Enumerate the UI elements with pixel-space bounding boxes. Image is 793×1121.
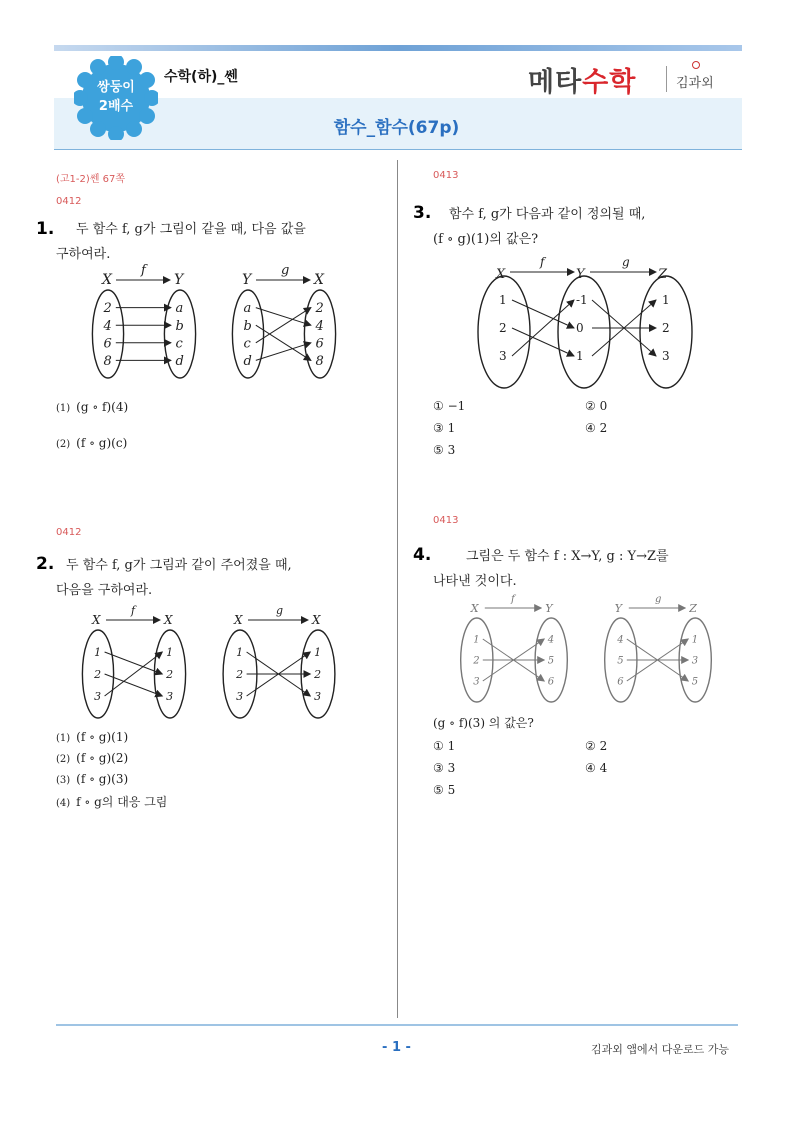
svg-text:8: 8 — [103, 353, 112, 369]
footer-line — [56, 1024, 738, 1026]
svg-text:X: X — [496, 267, 506, 282]
svg-text:Z: Z — [658, 267, 668, 282]
svg-text:Y: Y — [174, 272, 184, 288]
footer-note: 김과외 앱에서 다운로드 가능 — [590, 1043, 729, 1056]
svg-text:X: X — [314, 272, 324, 288]
svg-text:d: d — [175, 353, 184, 369]
svg-text:1: 1 — [576, 349, 584, 363]
q2-sub1: (1) (f ∘ g)(1) — [56, 730, 129, 744]
svg-text:5: 5 — [547, 655, 555, 667]
svg-text:6: 6 — [103, 336, 112, 352]
q4-option-2: ② 2 — [585, 739, 608, 753]
svg-text:X: X — [234, 613, 243, 627]
chapter-title: 함수_함수(67p) — [333, 118, 460, 138]
svg-text:Y: Y — [614, 602, 623, 615]
svg-text:3: 3 — [166, 689, 174, 703]
q4-text-line1: 그림은 두 함수 f : X→Y, g : Y→Z를 — [466, 549, 669, 564]
q3-number: 3. — [413, 203, 432, 223]
svg-text:1: 1 — [662, 293, 670, 307]
svg-text:2: 2 — [166, 667, 174, 681]
svg-text:X: X — [92, 613, 101, 627]
q4-question: (g ∘ f)(3) 의 값은? — [433, 716, 534, 730]
q3-text-line1: 함수 f, g가 다음과 같이 정의될 때, — [449, 207, 646, 222]
svg-text:g: g — [281, 263, 290, 278]
svg-text:2: 2 — [94, 667, 102, 681]
q3-diagram — [474, 256, 698, 388]
svg-text:4: 4 — [617, 634, 624, 646]
svg-text:3: 3 — [94, 689, 102, 703]
svg-text:d: d — [243, 353, 252, 369]
header-top-band — [54, 45, 742, 51]
svg-text:5: 5 — [617, 655, 624, 667]
svg-text:g: g — [655, 594, 662, 605]
svg-text:f: f — [141, 263, 146, 278]
q1-sub2: (2) (f ∘ g)(c) — [56, 436, 128, 450]
svg-text:0: 0 — [576, 321, 584, 335]
svg-text:6: 6 — [617, 676, 624, 688]
svg-text:X: X — [102, 272, 112, 288]
svg-text:Y: Y — [576, 267, 585, 282]
q4-option-5: ⑤ 5 — [433, 783, 456, 797]
svg-text:X: X — [164, 613, 173, 627]
svg-text:g: g — [276, 604, 284, 617]
svg-text:2: 2 — [314, 667, 322, 681]
q2-sub3: (3) (f ∘ g)(3) — [56, 772, 129, 786]
svg-text:c: c — [243, 336, 251, 352]
svg-text:3: 3 — [691, 655, 699, 667]
svg-text:4: 4 — [103, 318, 112, 334]
svg-text:a: a — [175, 301, 184, 317]
q4-number: 4. — [413, 545, 432, 565]
q4-code: 0413 — [433, 515, 459, 526]
svg-text:Y: Y — [545, 602, 553, 615]
svg-text:Y: Y — [242, 272, 252, 288]
svg-text:2: 2 — [662, 321, 670, 335]
q4-option-3: ③ 3 — [433, 761, 456, 775]
brand-divider — [666, 66, 667, 92]
svg-text:f: f — [131, 604, 136, 617]
svg-text:1: 1 — [314, 645, 322, 659]
q1-diagram-g — [224, 263, 344, 380]
q2-diagram-g — [214, 604, 344, 720]
q4-option-4: ④ 4 — [585, 761, 608, 775]
svg-text:2: 2 — [315, 301, 324, 317]
svg-text:6: 6 — [315, 336, 324, 352]
svg-text:4: 4 — [315, 318, 324, 334]
q3-option-4: ④ 2 — [585, 421, 608, 435]
svg-text:3: 3 — [662, 349, 670, 363]
svg-text:3: 3 — [314, 689, 322, 703]
column-divider — [397, 160, 398, 1018]
svg-text:1: 1 — [691, 634, 699, 646]
svg-text:f: f — [511, 594, 515, 605]
brand-person-icon — [692, 61, 700, 69]
q2-text-line1: 두 함수 f, g가 그림과 같이 주어졌을 때, — [66, 558, 292, 573]
svg-text:X: X — [312, 613, 321, 627]
svg-text:1: 1 — [94, 645, 102, 659]
svg-text:2: 2 — [103, 301, 112, 317]
q2-sub4: (4) f ∘ g의 대응 그림 — [56, 795, 168, 809]
subject-title: 수학(하)_쎈 — [164, 69, 238, 85]
svg-text:4: 4 — [547, 634, 555, 646]
svg-text:1: 1 — [236, 645, 244, 659]
q2-sub2: (2) (f ∘ g)(2) — [56, 751, 129, 765]
svg-text:3: 3 — [499, 349, 507, 363]
q1-number: 1. — [36, 219, 55, 239]
svg-text:1: 1 — [499, 293, 507, 307]
q3-code: 0413 — [433, 170, 459, 181]
svg-text:3: 3 — [236, 689, 244, 703]
q3-option-2: ② 0 — [585, 399, 608, 413]
svg-text:b: b — [243, 318, 252, 334]
svg-text:5: 5 — [691, 676, 699, 688]
q3-text-line2: (f ∘ g)(1)의 값은? — [433, 232, 539, 247]
q3-option-3: ③ 1 — [433, 421, 456, 435]
svg-text:g: g — [622, 255, 630, 269]
q4-text-line2: 나타낸 것이다. — [433, 574, 517, 589]
q1-sub1: (1) (g ∘ f)(4) — [56, 400, 129, 414]
svg-text:c: c — [175, 336, 183, 352]
q3-option-5: ⑤ 3 — [433, 443, 456, 457]
q2-code: 0412 — [56, 527, 82, 538]
q3-option-1: ① −1 — [433, 399, 466, 413]
svg-text:2: 2 — [473, 655, 480, 667]
svg-text:1: 1 — [473, 634, 480, 646]
svg-text:a: a — [243, 301, 252, 317]
q2-number: 2. — [36, 554, 55, 574]
svg-text:Z: Z — [689, 602, 697, 615]
page-number: - 1 - — [382, 1040, 411, 1055]
badge-text: 쌍둥이 2배수 — [97, 80, 135, 114]
q1-diagram-f — [84, 263, 204, 380]
q1-text-line1: 두 함수 f, g가 그림이 같을 때, 다음 값을 — [76, 222, 306, 237]
svg-text:-1: -1 — [576, 293, 588, 307]
q1-text-line2: 구하여라. — [56, 247, 111, 262]
svg-text:3: 3 — [473, 676, 480, 688]
q4-option-1: ① 1 — [433, 739, 456, 753]
svg-text:2: 2 — [236, 667, 244, 681]
svg-text:2: 2 — [499, 321, 507, 335]
svg-text:X: X — [470, 602, 479, 615]
brand-logo: 메타수학 — [528, 67, 637, 98]
svg-text:8: 8 — [315, 353, 324, 369]
q4-diagram-f — [452, 596, 576, 704]
svg-text:6: 6 — [547, 676, 555, 688]
q2-diagram-f — [74, 604, 194, 720]
q4-diagram-g — [596, 596, 720, 704]
svg-text:1: 1 — [166, 645, 174, 659]
brand-sub-logo: 김과외 — [676, 76, 714, 91]
source-label: (고1-2)쎈 67쪽 — [56, 174, 126, 185]
svg-text:f: f — [540, 255, 545, 269]
q1-code: 0412 — [56, 196, 82, 207]
svg-text:b: b — [175, 318, 184, 334]
q2-text-line2: 다음을 구하여라. — [56, 583, 153, 598]
